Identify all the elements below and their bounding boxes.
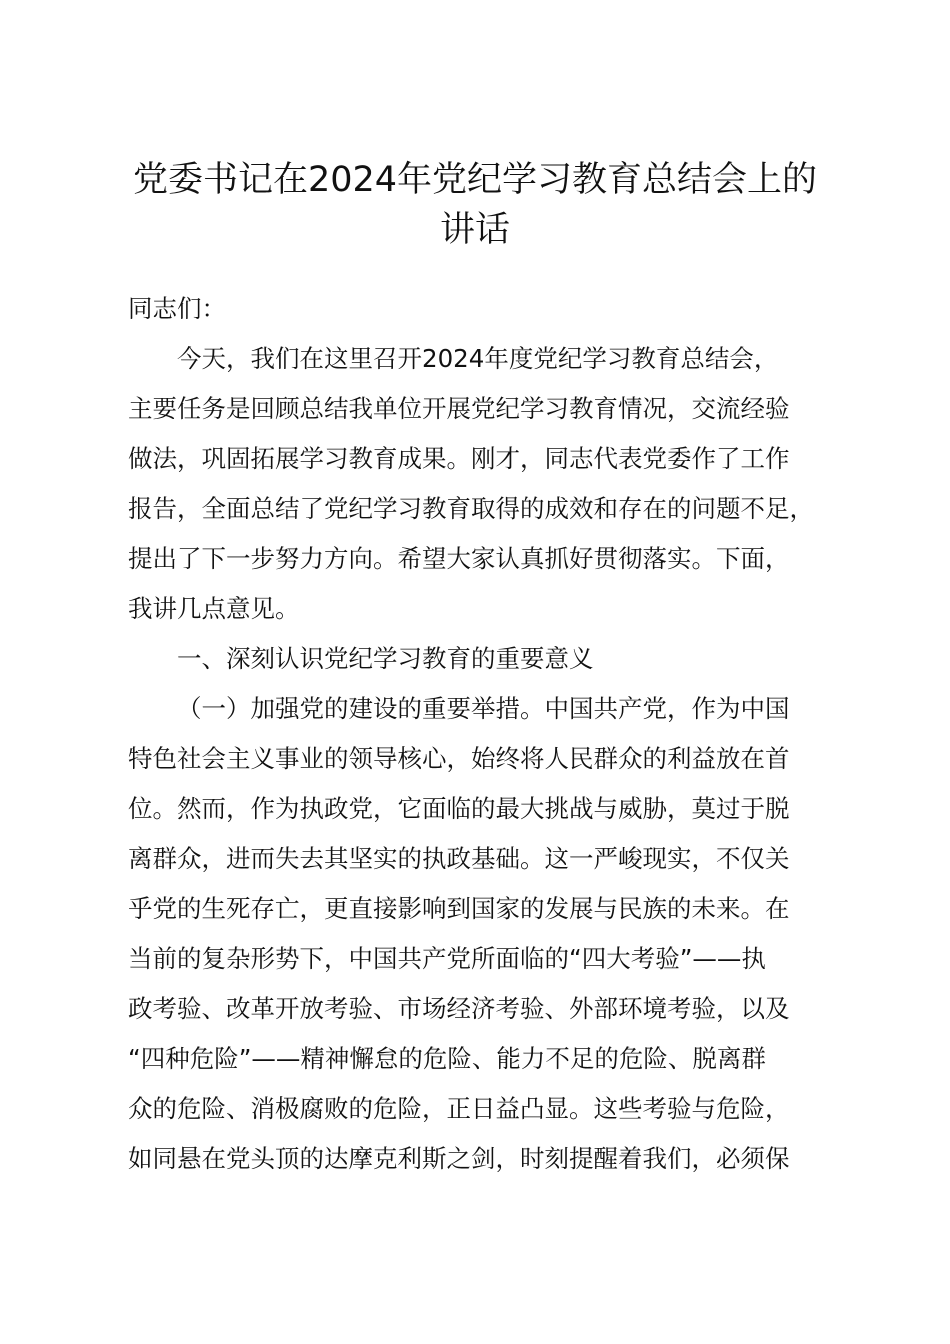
body-line: 主要任务是回顾总结我单位开展党纪学习教育情况，交流经验 [128,394,790,423]
body-line: 众的危险、消极腐败的危险，正日益凸显。这些考验与危险， [128,1094,790,1123]
body-line: 一、深刻认识党纪学习教育的重要意义 [177,644,594,673]
body-line: 如同悬在党头顶的达摩克利斯之剑，时刻提醒着我们，必须保 [128,1144,790,1173]
document-title [110,155,840,255]
body-line: 报告，全面总结了党纪学习教育取得的成效和存在的问题不足， [128,494,814,523]
body-line: 当前的复杂形势下，中国共产党所面临的“四大考验”——执 [128,944,766,973]
body-line: （一）加强党的建设的重要举措。中国共产党，作为中国 [177,694,790,723]
body-line: 乎党的生死存亡，更直接影响到国家的发展与民族的未来。在 [128,894,790,923]
body-line: 同志们： [128,294,226,323]
body-line: 今天，我们在这里召开2024年度党纪学习教育总结会， [177,344,779,373]
title-line-1: 党委书记在2024年党纪学习教育总结会上的 [132,160,818,200]
body-line: 做法，巩固拓展学习教育成果。刚才，同志代表党委作了工作 [128,444,790,473]
body-line: 离群众，进而失去其坚实的执政基础。这一严峻现实，不仅关 [128,844,790,873]
document-body [128,284,848,1184]
body-line: 位。然而，作为执政党，它面临的最大挑战与威胁，莫过于脱 [128,794,790,823]
body-line: “四种危险”——精神懈怠的危险、能力不足的危险、脱离群 [128,1044,766,1073]
body-line: 政考验、改革开放考验、市场经济考验、外部环境考验，以及 [128,994,790,1023]
title-line-2: 讲话 [439,210,510,250]
body-line: 我讲几点意见。 [128,594,300,623]
body-line: 特色社会主义事业的领导核心，始终将人民群众的利益放在首 [128,744,790,773]
body-line: 提出了下一步努力方向。希望大家认真抓好贯彻落实。下面， [128,544,790,573]
